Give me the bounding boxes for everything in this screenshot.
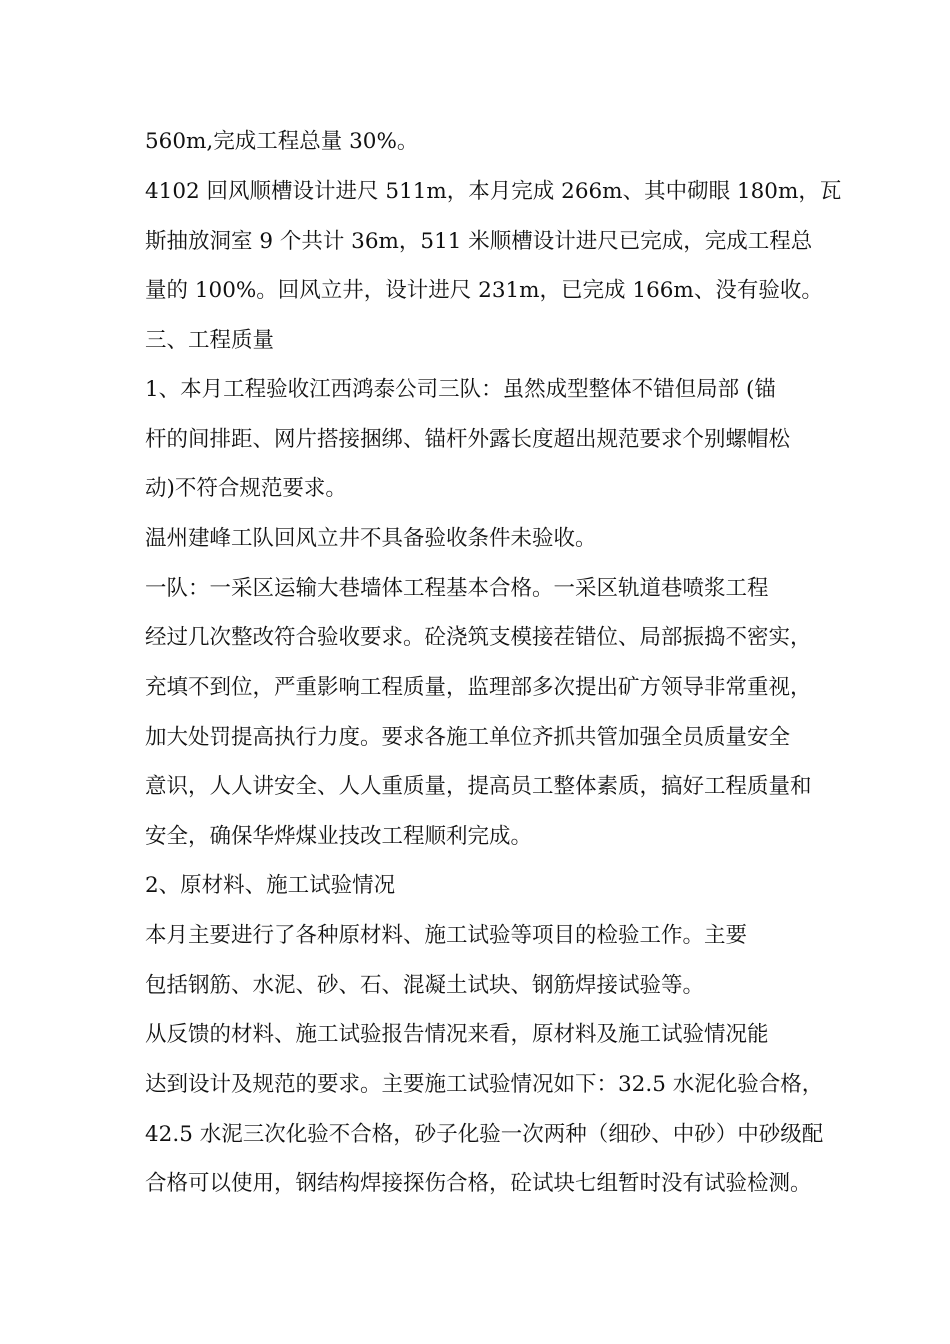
text-line: 加大处罚提高执行力度。要求各施工单位齐抓共管加强全员质量安全 bbox=[145, 725, 791, 750]
text-line: 一队：一采区运输大巷墙体工程基本合格。一采区轨道巷喷浆工程 bbox=[145, 576, 769, 601]
text-line: 经过几次整改符合验收要求。砼浇筑支模接茬错位、局部振捣不密实， bbox=[145, 625, 812, 650]
text-line: 4102 回风顺槽设计进尺 511m，本月完成 266m、其中砌眼 180m，瓦 bbox=[145, 179, 842, 204]
text-line: 从反馈的材料、施工试验报告情况来看，原材料及施工试验情况能 bbox=[145, 1022, 769, 1047]
text-line: 充填不到位，严重影响工程质量，监理部多次提出矿方领导非常重视， bbox=[145, 675, 812, 700]
text-line: 温州建峰工队回风立井不具备验收条件未验收。 bbox=[145, 526, 597, 551]
text-line: 本月主要进行了各种原材料、施工试验等项目的检验工作。主要 bbox=[145, 923, 748, 948]
text-line: 安全，确保华烨煤业技改工程顺利完成。 bbox=[145, 824, 533, 849]
text-line: 量的 100%。回风立井，设计进尺 231m，已完成 166m、没有验收。 bbox=[145, 278, 823, 303]
text-line: 1、本月工程验收江西鸿泰公司三队：虽然成型整体不错但局部 (锚 bbox=[145, 377, 776, 402]
subsection-heading: 2、原材料、施工试验情况 bbox=[145, 873, 396, 898]
text-line: 560m,完成工程总量 30%。 bbox=[145, 129, 419, 154]
text-line: 合格可以使用，钢结构焊接探伤合格，砼试块七组暂时没有试验检测。 bbox=[145, 1171, 812, 1196]
text-line: 包括钢筋、水泥、砂、石、混凝土试块、钢筋焊接试验等。 bbox=[145, 973, 705, 998]
text-line: 42.5 水泥三次化验不合格，砂子化验一次两种（细砂、中砂）中砂级配 bbox=[145, 1122, 824, 1147]
text-line: 杆的间排距、网片搭接捆绑、锚杆外露长度超出规范要求个别螺帽松 bbox=[145, 427, 791, 452]
section-heading: 三、工程质量 bbox=[145, 328, 275, 353]
text-line: 动)不符合规范要求。 bbox=[145, 476, 347, 501]
text-line: 斯抽放洞室 9 个共计 36m，511 米顺槽设计进尺已完成，完成工程总 bbox=[145, 229, 813, 254]
text-line: 达到设计及规范的要求。主要施工试验情况如下：32.5 水泥化验合格， bbox=[145, 1072, 824, 1097]
text-line: 意识，人人讲安全、人人重质量，提高员工整体素质，搞好工程质量和 bbox=[145, 774, 812, 799]
